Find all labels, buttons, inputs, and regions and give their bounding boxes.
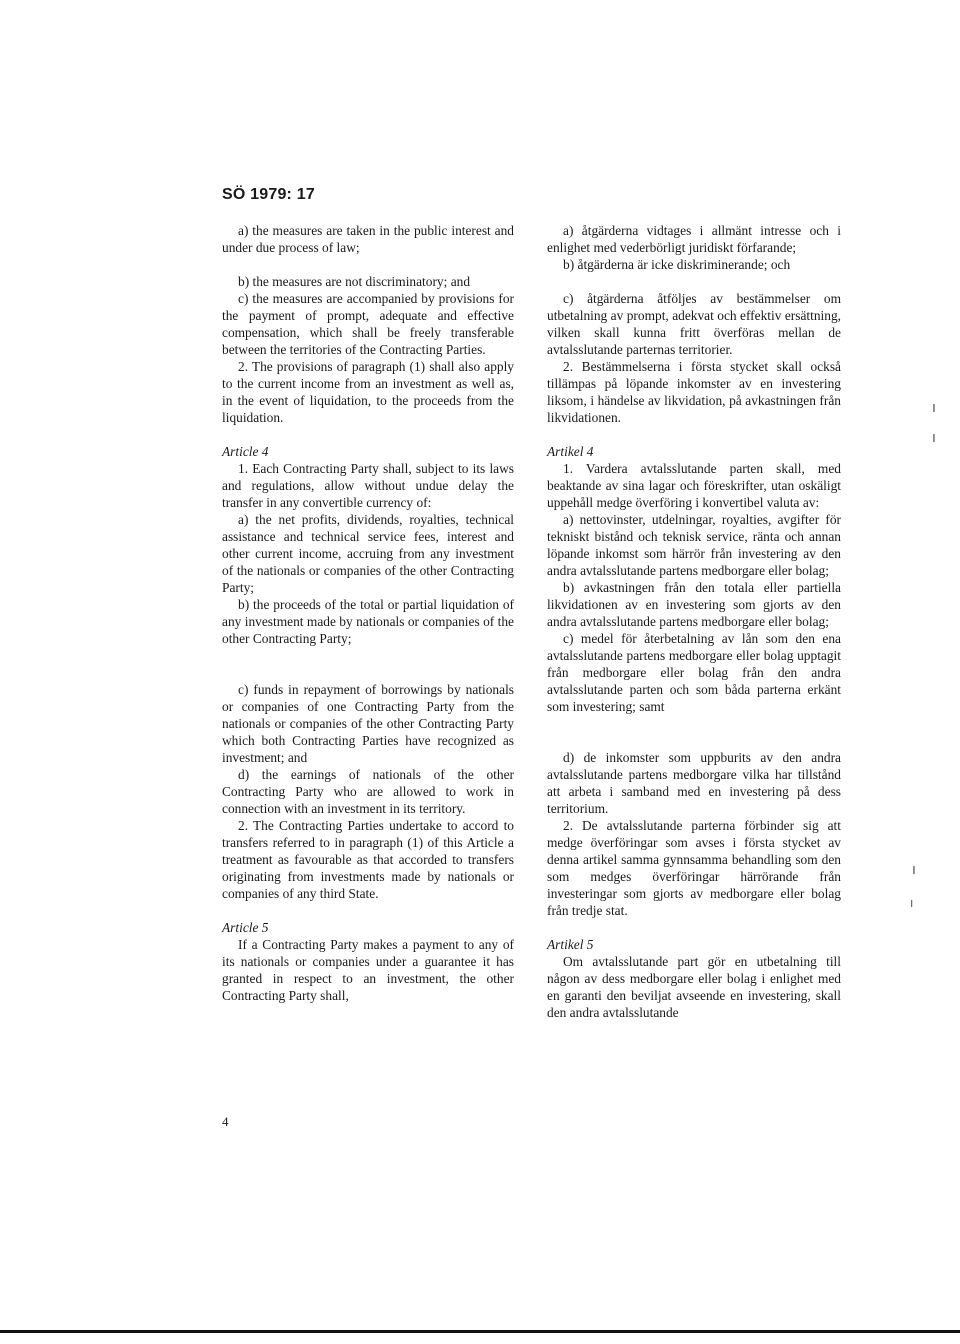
paragraph: a) åtgärderna vidtages i allmänt intresse och i enlighet med vederbörligt juridiskt förfarande; <box>547 223 841 255</box>
paragraph: b) åtgärderna är icke diskriminerande; och <box>563 257 791 272</box>
paragraph: 1. Vardera avtalsslutande parten skall, med beaktande av sina lagar och föreskrifter, utan oskäligt uppehåll medge överföring i konvertibel valuta av: <box>547 461 841 510</box>
article-heading: Artikel 4 <box>547 444 594 459</box>
paragraph: b) the measures are not discriminatory; and <box>238 274 471 289</box>
paragraph-gap <box>547 426 841 443</box>
margin-mark: ı <box>932 400 936 416</box>
paragraph: b) avkastningen från den totala eller partiella likvidationen av en investering som gjorts av den andra avtalsslutande partens medborgare eller bolag; <box>547 580 841 629</box>
article-heading: Article 4 <box>222 444 269 459</box>
paragraph: c) åtgärderna åtföljes av bestämmelser om utbetalning av prompt, adekvat och effektiv ersättning, vilken skall kunna fritt överföras mellan de avtalsslutande parternas territorier. <box>547 291 841 357</box>
paragraph-gap <box>547 715 841 749</box>
paragraph-gap <box>547 273 841 290</box>
paragraph: c) medel för återbetalning av lån som den ena avtalsslutande partens medborgare eller bolag upptagit från medborgare eller bolag från den andra avtalsslutande parten och som båda parterna erkänt som investering; samt <box>547 631 841 714</box>
bottom-rule <box>0 1330 960 1333</box>
document-header: SÖ 1979: 17 <box>222 186 315 203</box>
margin-mark: ı <box>912 862 916 878</box>
paragraph-gap <box>547 919 841 936</box>
english-column <box>222 222 514 1004</box>
paragraph: 2. De avtalsslutande parterna förbinder sig att medge överföringar som avses i första stycket av denna artikel samma gynnsamma behandling som den som medges överföringar härrörande från investeringar som gjorts av medborgare eller bolag från tredje stat. <box>547 818 841 918</box>
paragraph: 2. The Contracting Parties undertake to accord to transfers referred to in paragraph (1) of this Article a treatment as favourable as that accorded to transfers originating from investments made by nationals or companies of any third State. <box>222 818 514 901</box>
paragraph: If a Contracting Party makes a payment to any of its nationals or companies under a guarantee it has granted in respect to an investment, the other Contracting Party shall, <box>222 937 514 1003</box>
paragraph: 2. Bestämmelserna i första stycket skall också tillämpas på löpande inkomster av en investering liksom, i händelse av likvidation, på avkastningen från likvidationen. <box>547 359 841 425</box>
paragraph-gap <box>222 647 514 681</box>
paragraph: d) the earnings of nationals of the other Contracting Party who are allowed to work in connection with an investment in its territory. <box>222 767 514 816</box>
paragraph-gap <box>222 426 514 443</box>
article-heading: Article 5 <box>222 920 269 935</box>
paragraph: d) de inkomster som uppburits av den andra avtalsslutande partens medborgare vilka har tillstånd att arbeta i samband med en investering på dess territorium. <box>547 750 841 816</box>
article-heading: Artikel 5 <box>547 937 594 952</box>
paragraph: a) the measures are taken in the public interest and under due process of law; <box>222 223 514 255</box>
paragraph-gap <box>222 256 514 273</box>
paragraph: Om avtalsslutande part gör en utbetalning till någon av dess medborgare eller bolag i enlighet med en garanti den beviljat avseende en investering, skall den andra avtalsslutande <box>547 954 841 1020</box>
page-number: 4 <box>222 1114 229 1129</box>
swedish-column <box>547 222 841 1021</box>
paragraph: a) nettovinster, utdelningar, royalties, avgifter för tekniskt bistånd och teknisk service, ränta och annan löpande inkomst som härrör från investering av den andra avtalsslutande partens medborgare eller bolag; <box>547 512 841 578</box>
paragraph: 2. The provisions of paragraph (1) shall also apply to the current income from an investment as well as, in the event of liquidation, to the proceeds from the liquidation. <box>222 359 514 425</box>
paragraph: c) the measures are accompanied by provisions for the payment of prompt, adequate and effective compensation, which shall be freely transferable between the territories of the Contracting Parties. <box>222 291 514 357</box>
paragraph: b) the proceeds of the total or partial liquidation of any investment made by nationals or companies of the other Contracting Party; <box>222 597 514 646</box>
margin-mark: ı <box>932 430 936 446</box>
paragraph: c) funds in repayment of borrowings by nationals or companies of one Contracting Party from the nationals or companies of the other Contracting Party which both Contracting Parties have recognized as investment; and <box>222 682 514 765</box>
paragraph: a) the net profits, dividends, royalties, technical assistance and technical service fees, interest and other current income, accruing from any investment of the nationals or companies of the other Contracting Party; <box>222 512 514 595</box>
paragraph-gap <box>222 902 514 919</box>
margin-mark: ı <box>910 896 914 910</box>
paragraph: 1. Each Contracting Party shall, subject to its laws and regulations, allow without undue delay the transfer in any convertible currency of: <box>222 461 514 510</box>
